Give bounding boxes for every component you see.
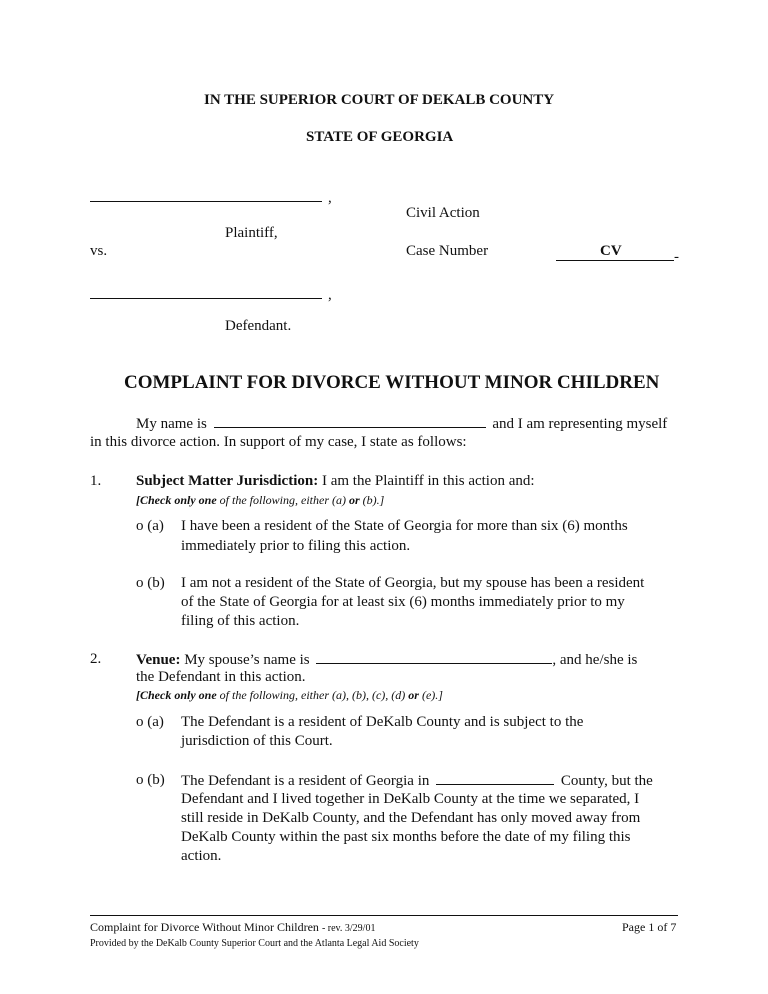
cv-label: CV: [600, 243, 622, 259]
section-2-heading: Venue: My spouse’s name is , and he/she is: [136, 652, 638, 668]
section-2-number: 2.: [90, 651, 102, 667]
defendant-label: Defendant.: [225, 318, 292, 334]
footer-provided-by: Provided by the DeKalb County Superior Court and the Atlanta Legal Aid Society: [90, 938, 419, 949]
vs-label: vs.: [90, 243, 108, 259]
state-heading: STATE OF GEORGIA: [306, 129, 454, 145]
court-heading: IN THE SUPERIOR COURT OF DEKALB COUNTY: [204, 92, 555, 108]
plaintiff-name-blank[interactable]: ,: [90, 189, 332, 207]
intro-line-1: My name is and I am representing myself: [136, 416, 668, 432]
section-1-heading: Subject Matter Jurisdiction: I am the Plaintiff in this action and:: [136, 473, 535, 489]
my-name-blank[interactable]: [214, 415, 486, 428]
defendant-name-blank[interactable]: ,: [90, 286, 332, 304]
option-checkbox[interactable]: o (a): [136, 714, 164, 730]
section-1-instruction: [Check only one of the following, either (a) or (b).]: [136, 493, 385, 507]
document-title: COMPLAINT FOR DIVORCE WITHOUT MINOR CHILDREN: [124, 372, 660, 393]
footer-title: Complaint for Divorce Without Minor Children - rev. 3/29/01: [90, 920, 376, 934]
civil-action-label: Civil Action: [406, 205, 480, 221]
case-number-field[interactable]: CV -: [556, 243, 679, 266]
section-2-line-2: the Defendant in this action.: [136, 669, 306, 685]
option-checkbox[interactable]: o (b): [136, 575, 165, 591]
footer-divider: [90, 915, 678, 916]
spouse-name-blank[interactable]: [316, 651, 552, 664]
option-checkbox[interactable]: o (a): [136, 518, 164, 534]
footer-page-number: Page 1 of 7: [622, 920, 677, 934]
case-number-label: Case Number: [406, 243, 489, 259]
plaintiff-label: Plaintiff,: [225, 225, 278, 241]
section-2-instruction: [Check only one of the following, either (a), (b), (c), (d) or (e).]: [136, 688, 443, 702]
option-checkbox[interactable]: o (b): [136, 772, 165, 788]
section-1-number: 1.: [90, 473, 102, 489]
county-blank[interactable]: [436, 772, 554, 785]
intro-line-2: in this divorce action. In support of my case, I state as follows:: [90, 434, 467, 450]
